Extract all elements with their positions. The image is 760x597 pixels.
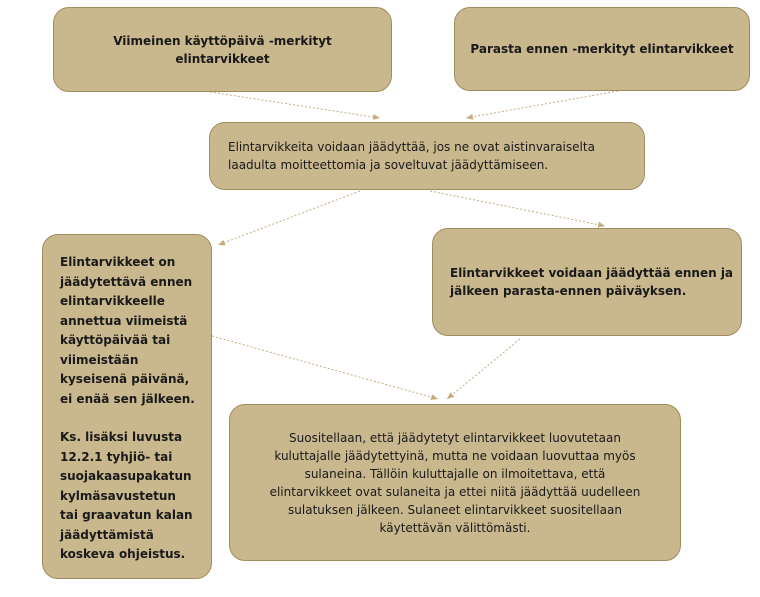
box-use-by-rule [42, 234, 212, 579]
box-best-before-rule [432, 228, 742, 336]
box-recommendation-text: Suositellaan, että jäädytetyt elintarvikkeet luovutetaan kuluttajalle jäädytettyinä, mutta ne voidaan luovuttaa myös sulaneina. Tällöin kuluttajalle on ilmoitettava, että elintarvikkeet ovat sulaneita ja ettei niitä jäädyttää uudelleen sulatuksen jälkeen. Sulaneet elintarvikkeet suositellaan käytettävän välittömästi. [269, 430, 641, 535]
box-use-by-rule-note: Ks. lisäksi luvusta 12.2.1 tyhjiö- tai suojakaasupakatun kylmäsavustetun tai graavatun kalan jäädyttämistä koskeva ohjeistus. [60, 430, 193, 561]
box-use-by-date [53, 7, 392, 92]
box-best-before [454, 7, 750, 91]
arrow-left-to-bottom [212, 336, 438, 399]
arrow-topright-to-middle [466, 91, 618, 118]
box-use-by-rule-text: Elintarvikkeet on jäädytettävä ennen elintarvikkeelle annettua viimeistä käyttöpäivää tai viimeistään kyseisenä päivänä, ei enää sen jälkeen. [60, 255, 195, 406]
box-best-before-text: Parasta ennen -merkityt elintarvikkeet [470, 42, 734, 56]
box-recommendation [229, 404, 681, 561]
box-best-before-rule-text: Elintarvikkeet voidaan jäädyttää ennen ja jälkeen parasta-ennen päiväyksen. [450, 266, 734, 298]
arrow-middle-to-left [218, 191, 360, 245]
box-use-by-date-text: Viimeinen käyttöpäivä -merkityt elintarvikkeet [113, 33, 332, 66]
arrow-middle-to-right [430, 191, 605, 226]
box-can-freeze-text: Elintarvikkeita voidaan jäädyttää, jos ne ovat aistinvaraiselta laadulta moitteettomia ja soveltuvat jäädyttämiseen. [228, 140, 595, 172]
arrow-right-to-bottom [447, 339, 520, 399]
arrow-topleft-to-middle [210, 92, 380, 118]
box-can-freeze [209, 122, 645, 190]
